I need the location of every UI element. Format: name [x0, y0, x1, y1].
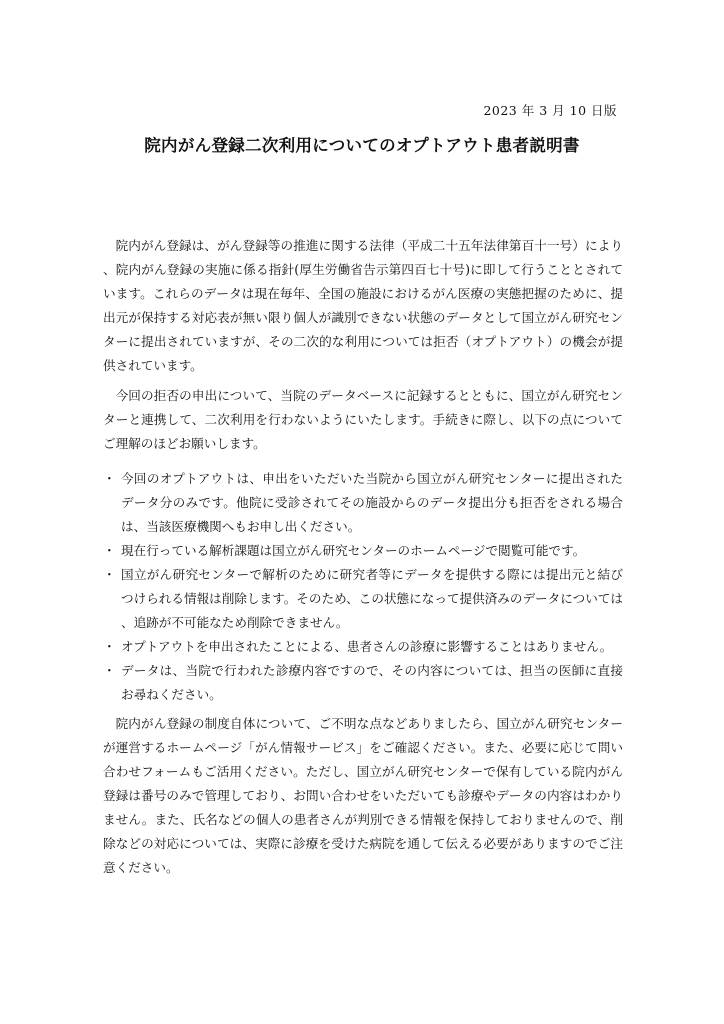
- intro-paragraph: 院内がん登録は、がん登録等の推進に関する法律（平成二十五年法律第百十一号）により、院内がん登録の実施に係る指針(厚生労働省告示第四百七十号)に即して行うこととされています。これらのデータは現在毎年、全国の施設におけるがん医療の実態把握のために、提出元が保持する対応表が無い限り個人が識別できない状態のデータとして国立がん研究センターに提出されていますが、その二次的な利用については拒否（オプトアウト）の機会が提供されています。: [103, 238, 623, 373]
- list-item-text: データは、当院で行われた診療内容ですので、その内容については、担当の医師に直接お尋ねください。: [121, 663, 623, 702]
- list-item-text: オプトアウトを申出されたことによる、患者さんの診療に影響することはありません。: [121, 639, 613, 654]
- list-item: [103, 563, 623, 635]
- notes-list-block: [103, 467, 623, 707]
- bullet-marker: ・: [103, 567, 116, 582]
- contact-paragraph-block: [103, 712, 623, 880]
- list-item: [103, 539, 623, 563]
- request-paragraph-block: [103, 384, 623, 456]
- list-item: [103, 467, 623, 539]
- list-item: [103, 635, 623, 659]
- request-paragraph: 今回の拒否の申出について、当院のデータベースに記録するとともに、国立がん研究センターと連携して、二次利用を行わないようにいたします。手続きに際し、以下の点についてご理解のほどお願いします。: [103, 388, 623, 451]
- intro-paragraph-block: [103, 234, 623, 378]
- list-item-text: 今回のオプトアウトは、申出をいただいた当院から国立がん研究センターに提出されたデータ分のみです。他院に受診されてその施設からのデータ提出分も拒否をされる場合は、当該医療機関へもお申し出ください。: [121, 471, 623, 534]
- bullet-marker: ・: [103, 543, 116, 558]
- list-item: [103, 659, 623, 707]
- bullet-marker: ・: [103, 471, 116, 486]
- bullet-marker: ・: [103, 639, 116, 654]
- notes-list: [103, 467, 623, 707]
- contact-paragraph: 院内がん登録の制度自体について、ご不明な点などありましたら、国立がん研究センターが運営するホームページ「がん情報サービス」をご確認ください。また、必要に応じて問い合わせフォームもご活用ください。ただし、国立がん研究センターで保有している院内がん登録は番号のみで管理しており、お問い合わせをいただいても診療やデータの内容はわかりません。また、氏名などの個人の患者さんが判別できる情報を保持しておりませんので、削除などの対応については、実際に診療を受けた病院を通して伝える必要がありますのでご注意ください。: [103, 716, 623, 875]
- list-item-text: 現在行っている解析課題は国立がん研究センターのホームページで閲覧可能です。: [121, 543, 586, 558]
- document-date: 2023 年 3 月 10 日版: [483, 103, 617, 118]
- document-title: 院内がん登録二次利用についてのオプトアウト患者説明書: [144, 136, 580, 155]
- list-item-text: 国立がん研究センターで解析のために研究者等にデータを提供する際には提出元と結びつけられる情報は削除します。そのため、この状態になって提供済みのデータについては、追跡が不可能なため削除できません。: [121, 567, 623, 630]
- bullet-marker: ・: [103, 663, 116, 678]
